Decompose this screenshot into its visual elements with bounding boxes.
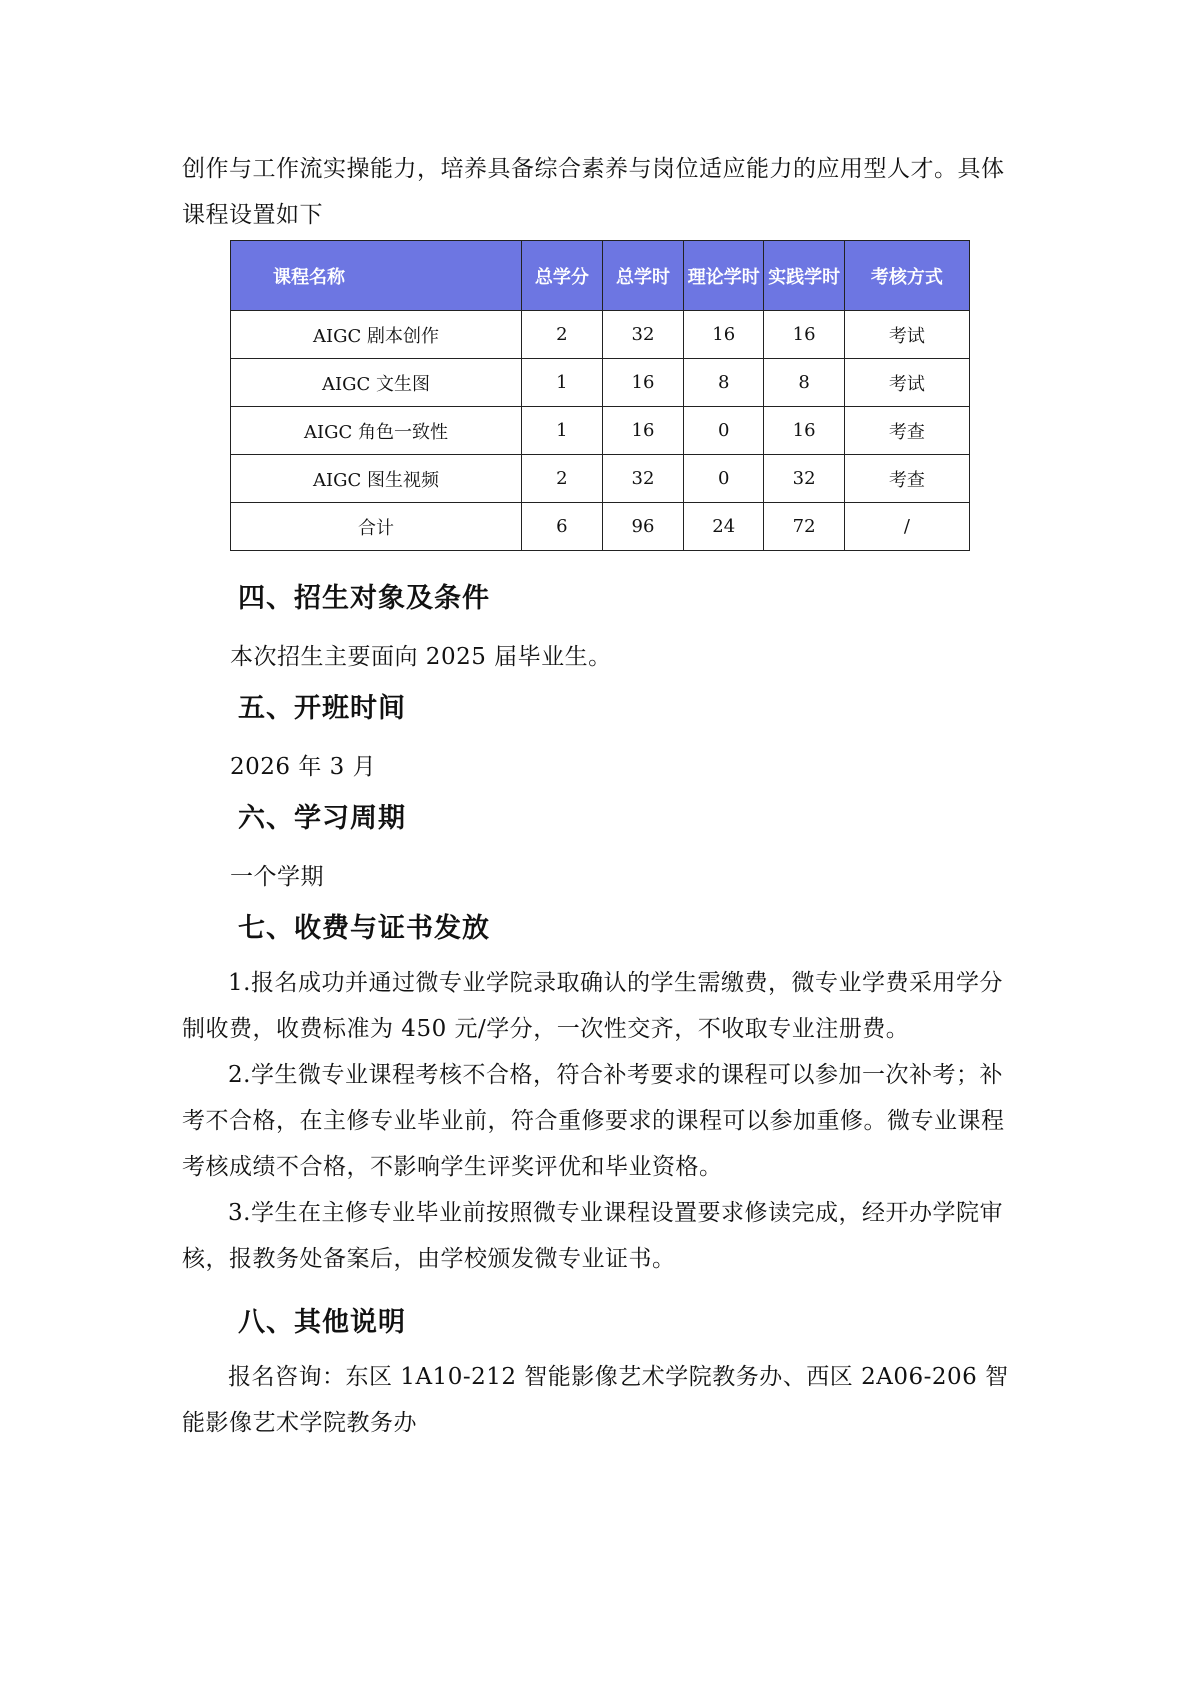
cell-hours: 16: [602, 407, 683, 455]
header-total-hours: 总学时: [602, 241, 683, 311]
cell-total-credits: 6: [521, 503, 602, 551]
cell-total-practice: 72: [764, 503, 844, 551]
cell-course-name: AIGC 角色一致性: [231, 407, 522, 455]
cell-theory: 0: [684, 455, 764, 503]
header-course-name: 课程名称: [231, 241, 522, 311]
cell-credits: 2: [521, 455, 602, 503]
course-table: [230, 240, 970, 551]
cell-hours: 32: [602, 455, 683, 503]
cell-assessment: 考试: [844, 359, 969, 407]
cell-practice: 32: [764, 455, 844, 503]
cell-total-theory: 24: [684, 503, 764, 551]
cell-theory: 8: [684, 359, 764, 407]
section-6-body: 一个学期: [230, 864, 324, 890]
header-total-credits: 总学分: [521, 241, 602, 311]
table-header-row: [231, 241, 970, 311]
table-row: [231, 359, 970, 407]
cell-practice: 16: [764, 407, 844, 455]
cell-course-name: AIGC 文生图: [231, 359, 522, 407]
cell-practice: 8: [764, 359, 844, 407]
section-7-item-2: 2.学生微专业课程考核不合格，符合补考要求的课程可以参加一次补考；补考不合格，在主修专业毕业前，符合重修要求的课程可以参加重修。微专业课程考核成绩不合格，不影响学生评奖评优和毕业资格。: [182, 1062, 1005, 1180]
cell-course-name: AIGC 剧本创作: [231, 311, 522, 359]
cell-credits: 2: [521, 311, 602, 359]
cell-hours: 16: [602, 359, 683, 407]
section-8-heading: 八、其他说明: [238, 1307, 406, 1338]
cell-total-hours: 96: [602, 503, 683, 551]
section-5-body: 2026 年 3 月: [230, 754, 377, 780]
cell-hours: 32: [602, 311, 683, 359]
section-4-heading: 四、招生对象及条件: [238, 583, 490, 614]
table-row: [231, 311, 970, 359]
section-5-heading: 五、开班时间: [238, 693, 406, 724]
cell-credits: 1: [521, 407, 602, 455]
cell-practice: 16: [764, 311, 844, 359]
table-row: [231, 407, 970, 455]
cell-total-assessment: /: [844, 503, 969, 551]
header-practice-hours: 实践学时: [764, 241, 844, 311]
section-8-body: 报名咨询：东区 1A10-212 智能影像艺术学院教务办、西区 2A06-206 智能影像艺术学院教务办: [182, 1364, 1009, 1436]
cell-total-label: 合计: [231, 503, 522, 551]
section-6-heading: 六、学习周期: [238, 803, 406, 834]
cell-credits: 1: [521, 359, 602, 407]
table-row: [231, 455, 970, 503]
cell-assessment: 考试: [844, 311, 969, 359]
section-7-item-1: 1.报名成功并通过微专业学院录取确认的学生需缴费，微专业学费采用学分制收费，收费标准为 450 元/学分，一次性交齐，不收取专业注册费。: [182, 970, 1003, 1042]
cell-assessment: 考查: [844, 407, 969, 455]
section-7-item-3: 3.学生在主修专业毕业前按照微专业课程设置要求修读完成，经开办学院审核，报教务处备案后，由学校颁发微专业证书。: [182, 1200, 1003, 1272]
cell-assessment: 考查: [844, 455, 969, 503]
header-assessment: 考核方式: [844, 241, 969, 311]
section-7-heading: 七、收费与证书发放: [238, 913, 490, 944]
cell-theory: 16: [684, 311, 764, 359]
header-theory-hours: 理论学时: [684, 241, 764, 311]
section-4-body: 本次招生主要面向 2025 届毕业生。: [230, 644, 612, 670]
intro-paragraph: 创作与工作流实操能力，培养具备综合素养与岗位适应能力的应用型人才。具体课程设置如下: [182, 156, 1005, 228]
table-total-row: [231, 503, 970, 551]
cell-course-name: AIGC 图生视频: [231, 455, 522, 503]
cell-theory: 0: [684, 407, 764, 455]
